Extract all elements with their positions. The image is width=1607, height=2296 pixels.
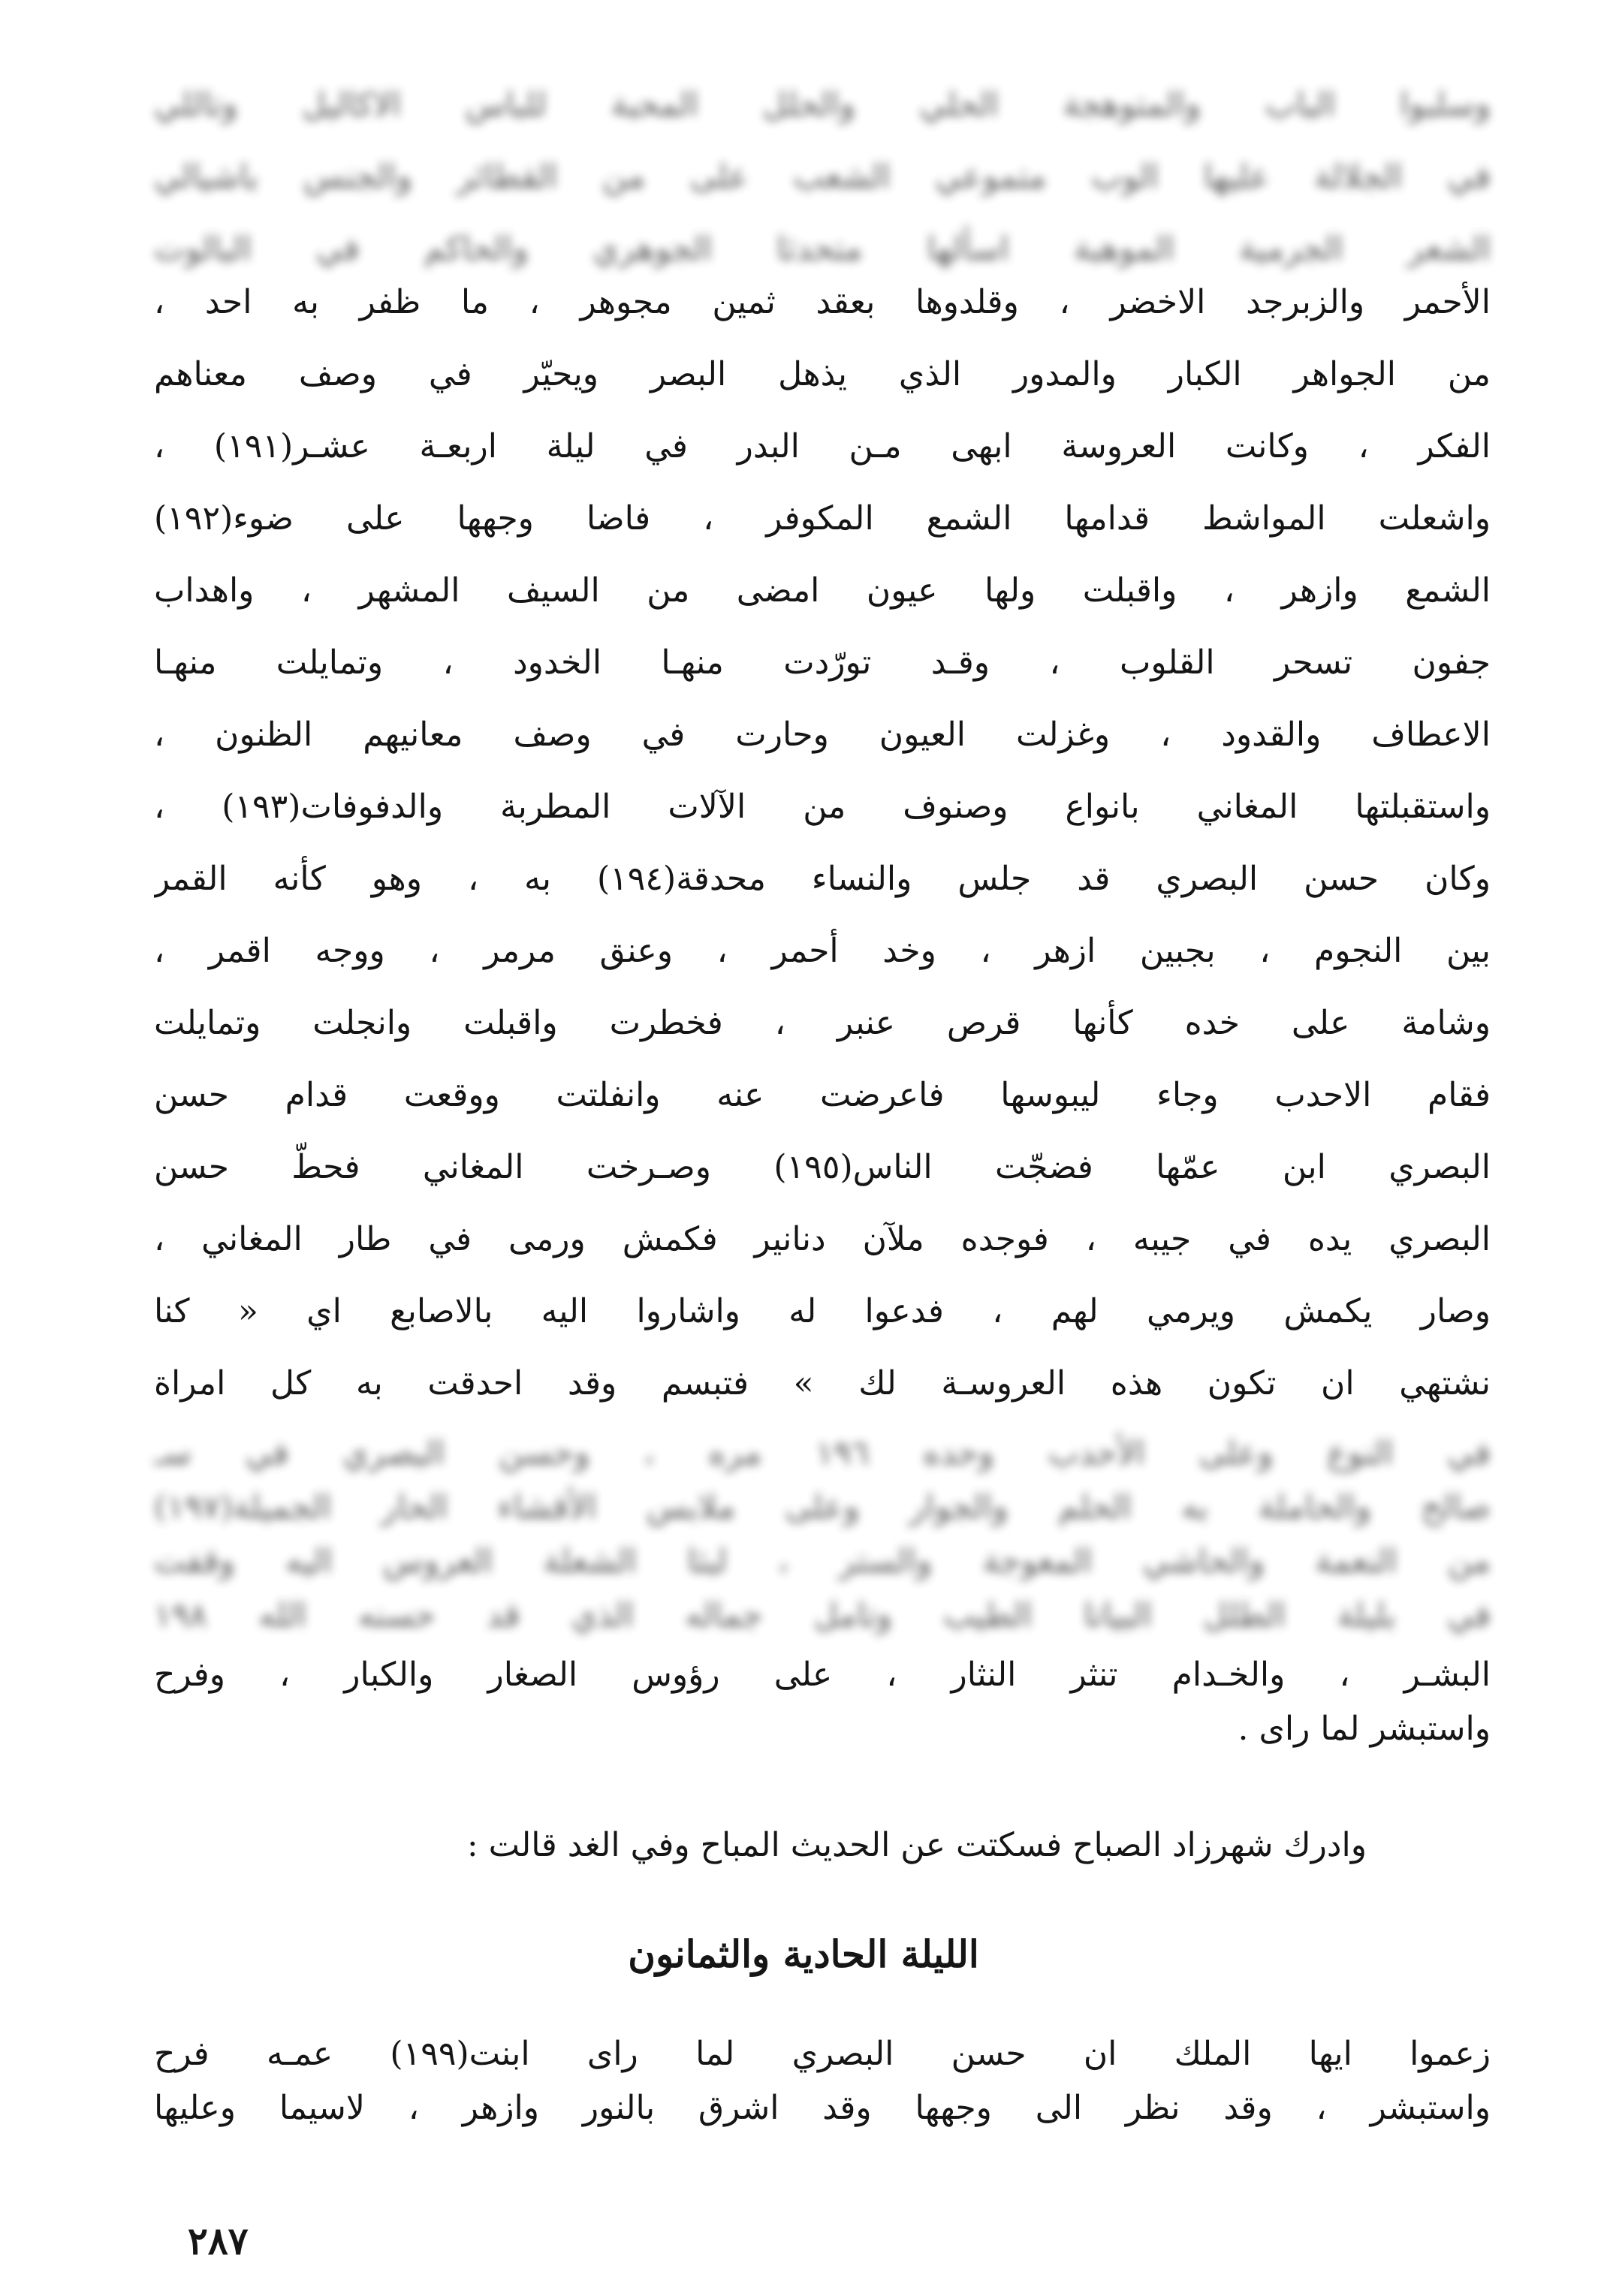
text-line: وشامة على خده كأنها قرص عنبر ، فخطرت واقبلت وانجلت وتمايلت — [154, 1004, 1491, 1042]
text-line: واستبشر لما راى . — [1238, 1710, 1491, 1748]
page-number: ٢٨٧ — [188, 2219, 249, 2263]
text-line: زعموا ايها الملك ان حسن البصري لما راى ابنت(١٩٩) عمـه فرح — [154, 2035, 1491, 2073]
blurred-paragraph-top — [154, 69, 1491, 285]
text-line: وصار يكمش ويرمي لهم ، فدعوا له واشاروا اليه بالاصابع اي « كنا — [154, 1292, 1491, 1330]
text-line: البشـر ، والخـدام تنثر النثار ، على رؤوس الصغار والكبار ، وفرح — [154, 1656, 1491, 1694]
chapter-heading: الليلة الحادية والثمانون — [628, 1932, 979, 1976]
main-paragraph — [154, 267, 1491, 1420]
closing-paragraph — [154, 1648, 1491, 1756]
text-line: جفون تسحر القلوب ، وقـد تورّدت منهـا الخدود ، وتمايلت منهـا — [154, 643, 1491, 682]
blurred-paragraph-middle — [154, 1427, 1491, 1643]
text-line: واشعلت المواشط قدامها الشمع المكوفر ، فاضا وجهها على ضوء(١٩٢) — [154, 499, 1491, 538]
text-line: من النعمة والحاشي المعوجة والستر ، لبثا الشعلة العروس اليه وقفت — [154, 1542, 1491, 1580]
text-line: في الجلالة عليها الوب متموعي الشعب على من القطائر والجنس باشيالي — [154, 158, 1491, 196]
text-line: واستقبلتها المغاني بانواع وصنوف من الآلات المطربة والدفوفات(١٩٣) ، — [154, 788, 1491, 826]
text-line: البصري ابن عمّها فضجّت الناس(١٩٥) وصـرخت المغاني فحطّ حسن — [154, 1148, 1491, 1186]
text-line: الشعر الجرمية الموهبة اسألها متحدثا الجوهري والحاكم في البالوت — [154, 230, 1491, 268]
text-line: وكان حسن البصري قد جلس والنساء محدقة(١٩٤) به ، وهو كأنه القمر — [154, 860, 1491, 898]
text-line: الاعطاف والقدود ، وغزلت العيون وحارت في وصف معانيهم الظنون ، — [154, 716, 1491, 754]
text-line: واستبشر ، وقد نظر الى وجهها وقد اشرق بالنور وازهر ، لاسيما وعليها — [154, 2089, 1491, 2127]
text-line: في النوع وعلى الأحدب وحده ١٩٦ مره ، وحسن البصري في سـ — [154, 1434, 1491, 1472]
text-line: فقام الاحدب وجاء ليبوسها فاعرضت عنه وانفلتت ووقعت قدام حسن — [154, 1076, 1491, 1114]
text-line: الفكر ، وكانت العروسة ابهى مـن البدر في ليلة اربعـة عشـر(١٩١) ، — [154, 427, 1491, 466]
dawn-transition-line: وادرك شهرزاد الصباح فسكتت عن الحديث المباح وفي الغد قالت : — [466, 1826, 1367, 1864]
chapter-opening-paragraph — [154, 2027, 1491, 2135]
text-line: وسلبوا الباب والمتوهجة الحلي والحلل المحبة للباس الاكاليل وتاللي — [154, 86, 1491, 124]
text-line: صالح والحاملة به الحلم والجوار وعلى ملابس الأقشاء الحار الجميلة(١٩٧) — [154, 1488, 1491, 1526]
text-line: في بليلة الطلل البياتا الطيب وتامل جماله الذي قد حسنه الله ١٩٨ — [154, 1596, 1491, 1635]
text-line: الشمع وازهر ، واقبلت ولها عيون امضى من السيف المشهر ، واهداب — [154, 571, 1491, 610]
text-line: البصري يده في جيبه ، فوجده ملآن دنانير فكمش ورمى في طار المغاني ، — [154, 1220, 1491, 1258]
text-line: بين النجوم ، بجبين ازهر ، وخد أحمر ، وعنق مرمر ، ووجه اقمر ، — [154, 932, 1491, 970]
text-line: نشتهي ان تكون هذه العروسـة لك » فتبسم وقد احدقت به كل امراة — [154, 1364, 1491, 1403]
text-line: الأحمر والزبرجد الاخضر ، وقلدوها بعقد ثمين مجوهر ، ما ظفر به احد ، — [154, 283, 1491, 321]
text-line: من الجواهر الكبار والمدور الذي يذهل البصر ويحيّر في وصف معناهم — [154, 355, 1491, 393]
